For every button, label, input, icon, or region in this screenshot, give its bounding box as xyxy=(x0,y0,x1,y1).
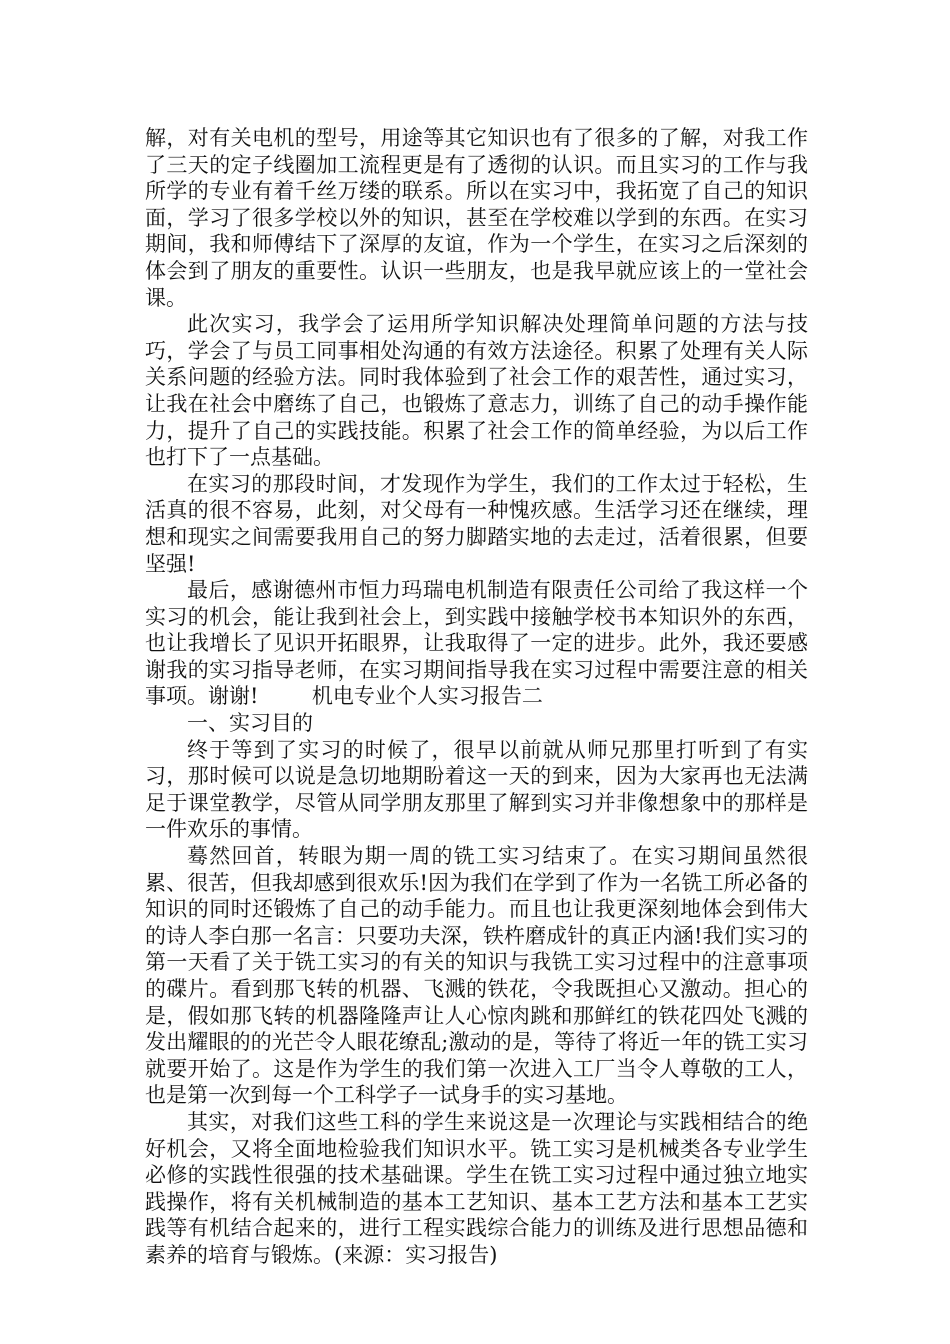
paragraph-reflection: 在实习的那段时间，才发现作为学生，我们的工作太过于轻松，生活真的很不容易，此刻，对父母有一种愧疚感。生活学习还在继续，理想和现实之间需要我用自己的努力脚踏实地的去走过，活着很累，但要坚强! xyxy=(145,471,808,576)
thanks-text: 最后，感谢德州市恒力玛瑞电机制造有限责任公司给了我这样一个实习的机会，能让我到社会上，到实践中接触学校书本知识外的东西，也让我增长了见识开拓眼界，让我取得了一定的进步。此外，我还要感谢我的实习指导老师，在实习期间指导我在实习过程中需要注意的相关事项。谢谢! xyxy=(145,578,808,709)
document-page xyxy=(145,125,808,1269)
section-heading: 一、实习目的 xyxy=(187,711,313,736)
paragraph-experience: 蓦然回首，转眼为期一周的铣工实习结束了。在实习期间虽然很累、很苦，但我却感到很欢乐!因为我们在学到了作为一名铣工所必备的知识的同时还锻炼了自己的动手能力。而且也让我更深刻地体会到伟大的诗人李白那一名言：只要功夫深，铁杵磨成针的真正内涵!我们实习的第一天看了关于铣工实习的有关的知识与我铣工实习过程中的注意事项的碟片。看到那飞转的机器、飞溅的铁花，令我既担心又激动。担心的是，假如那飞转的机器隆隆声让人心惊肉跳和那鲜红的铁花四处飞溅的发出耀眼的的光芒令人眼花缭乱;激动的是，等待了将近一年的铣工实习就要开始了。这是作为学生的我们第一次进入工厂当令人尊敬的工人，也是第一次到每一个工科学子一试身手的实习基地。 xyxy=(145,844,808,1108)
paragraph-conclusion: 其实，对我们这些工科的学生来说这是一次理论与实践相结合的绝好机会，又将全面地检验我们知识水平。铣工实习是机械类各专业学生必修的实践性很强的技术基础课。学生在铣工实习过程中通过独立地实践操作，将有关机械制造的基本工艺知识、基本工艺方法和基本工艺实践等有机结合起来的，进行工程实践综合能力的训练及进行思想品德和素养的培育与锻炼。(来源：实习报告) xyxy=(145,1109,808,1267)
paragraph-purpose: 终于等到了实习的时候了，很早以前就从师兄那里打听到了有实习，那时候可以说是急切地期盼着这一天的到来，因为大家再也无法满足于课堂教学，尽管从同学朋友那里了解到实习并非像想象中的那样是一件欢乐的事情。 xyxy=(145,737,808,842)
paragraph-continued: 解，对有关电机的型号，用途等其它知识也有了很多的了解，对我工作了三天的定子线圈加工流程更是有了透彻的认识。而且实习的工作与我所学的专业有着千丝万缕的联系。所以在实习中，我拓宽了自己的知识面，学习了很多学校以外的知识，甚至在学校难以学到的东西。在实习期间，我和师傅结下了深厚的友谊，作为一个学生，在实习之后深刻的体会到了朋友的重要性。认识一些朋友，也是我早就应该上的一堂社会课。 xyxy=(145,126,808,310)
paragraph-skills: 此次实习，我学会了运用所学知识解决处理简单问题的方法与技巧，学会了与员工同事相处沟通的有效方法途径。积累了处理有关人际关系问题的经验方法。同时我体验到了社会工作的艰苦性，通过实习，让我在社会中磨练了自己，也锻炼了意志力，训练了自己的动手操作能力，提升了自己的实践技能。积累了社会工作的简单经验，为以后工作也打下了一点基础。 xyxy=(145,312,808,470)
report-title: 机电专业个人实习报告二 xyxy=(311,684,543,709)
paragraph-thanks xyxy=(145,577,808,710)
